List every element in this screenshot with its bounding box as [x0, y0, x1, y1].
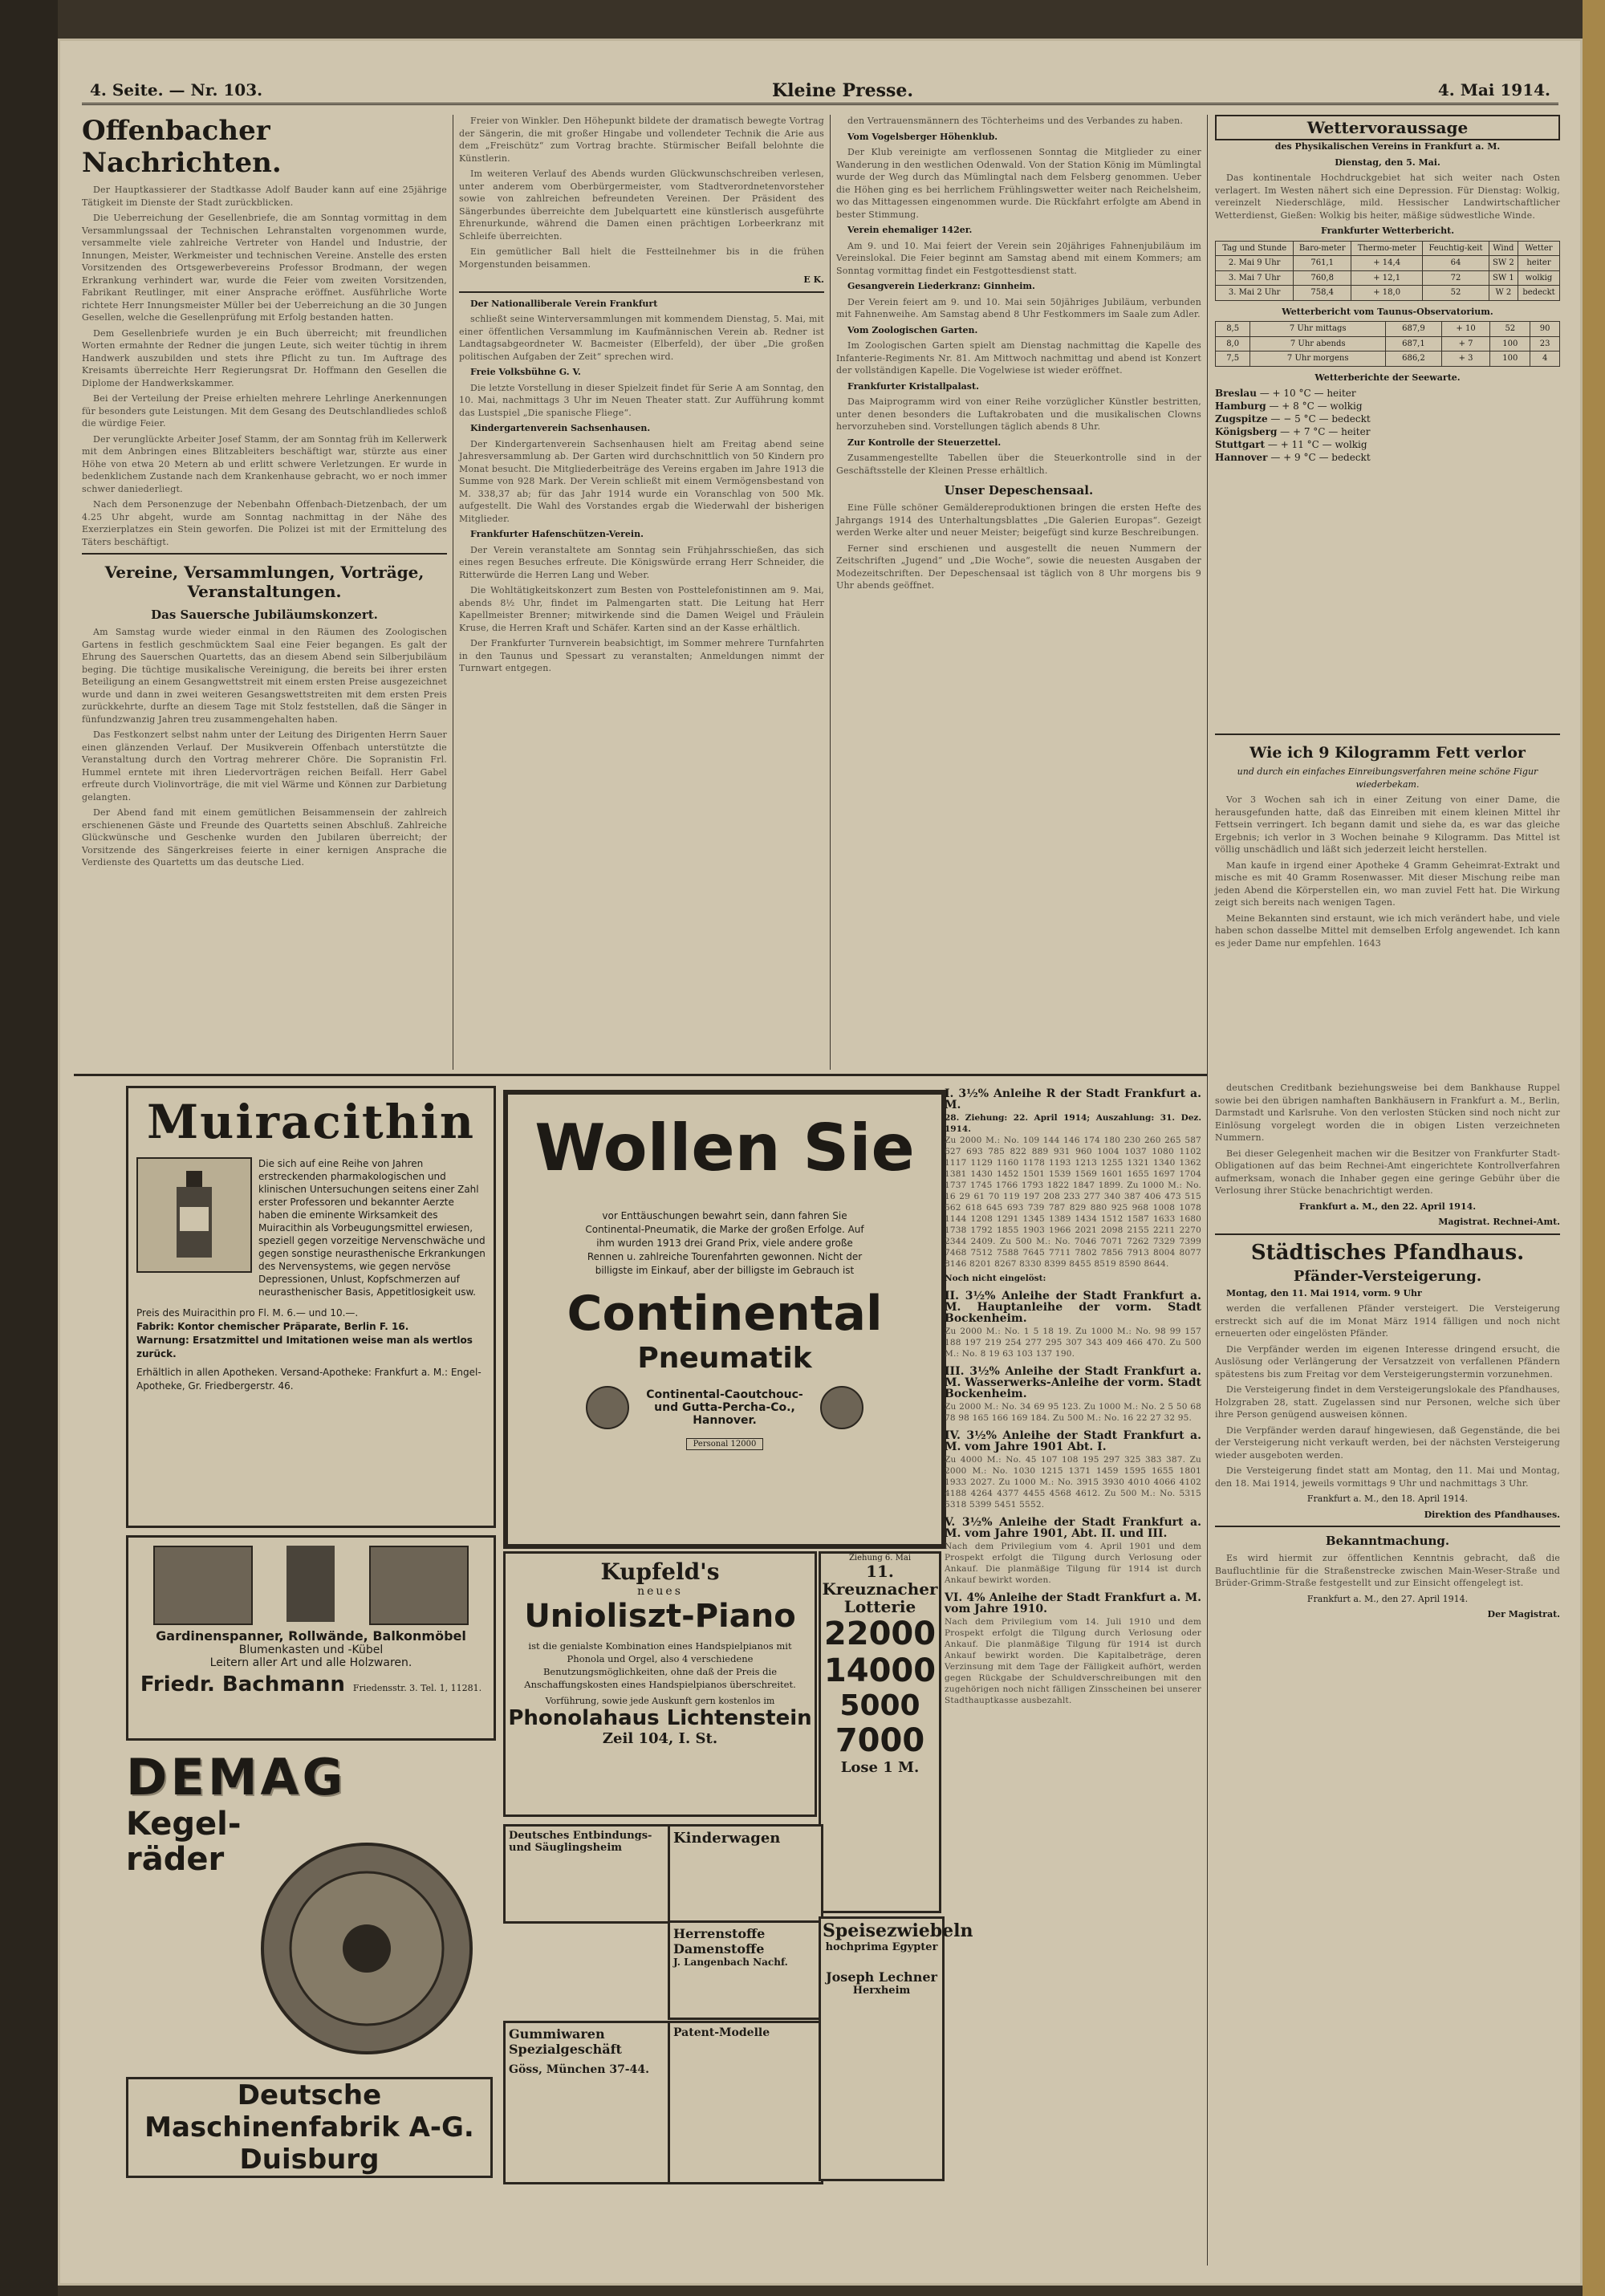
ad-bachmann [126, 1535, 496, 1741]
anleihe-subheading: 28. Ziehung: 22. April 1914; Auszahlung: 31. Dez. 1914. [945, 1113, 1201, 1134]
heading-vogelsberg: Vom Vogelsberger Höhenklub. [847, 131, 998, 142]
ad-section-rule [74, 1074, 1207, 1076]
scan-margin-right [1583, 0, 1605, 2296]
pfandhaus-sign: Frankfurt a. M., den 18. April 1914. [1306, 1493, 1469, 1504]
fat-article: Wie ich 9 Kilogramm Fett verlor und durch ein einfaches Einreibungsverfahren meine schöne Figur wiederbekam. Vor 3 Wochen sah ich in einer Zeitung von einer Dame, die herausgefunden hatte, daß das Einreiben mit einem kleinen Mittel ihr Fettsein verringert. Ich begann damit und siehe da, es war das gleiche Ergebnis; ich verlor in 3 Wochen beinahe 9 Kilogramm. Das Mittel ist völlig unschädlich und läßt sich jederzeit leicht herstellen. Man kaufe in irgend einer Apotheke 4 Gramm Geheimrat-Extrakt und mische es mit 40 Gramm Rosenwasser. Mit dieser Mischung reibe man jeden Abend die Körperstellen ein, wo man zuviel Fett hat. Die Wirkung zeigt sich bereits nach wenigen Tagen. Meine Bekannten sind erstaunt, wie ich mich verändert habe, und viele haben schon dasselbe Mittel mit demselben Erfolg angewendet. Ich kann es jeder Dame nur empfehlen. 1643 [1215, 729, 1560, 1070]
city-row: Breslau — + 10 °C — heiter [1215, 388, 1356, 399]
bachmann-line1: Gardinenspanner, Rollwände, Balkonmöbel [156, 1628, 466, 1644]
heading-142er: Verein ehemaliger 142er. [847, 225, 973, 235]
bekanntmachung-title: Bekanntmachung. [1325, 1534, 1450, 1548]
muiracithin-warning: Warnung: Ersatzmittel und Imitationen weise man als wertlos zurück. [136, 1335, 473, 1359]
issue-date: 4. Mai 1914. [1437, 80, 1550, 100]
kupfeld-product: Unioliszt-Piano [524, 1598, 796, 1635]
column-rule [830, 115, 831, 1070]
weather-frankfurt: Frankfurter Wetterbericht. [1320, 226, 1455, 236]
lotterie-draw: Ziehung 6. Mai [848, 1554, 912, 1562]
bekanntmachung-sign2: Der Magistrat. [1487, 1609, 1560, 1619]
fat-article-subtitle: und durch ein einfaches Einreibungsverfahren meine schöne Figur wiederbekam. [1237, 766, 1538, 790]
herrenstoffe-firm: J. Langenbach Nachf. [673, 1957, 788, 1968]
weather-day: Dienstag, den 5. Mai. [1335, 156, 1440, 168]
ad-patent [668, 2021, 823, 2184]
patent-title: Patent-Modelle [673, 2026, 770, 2039]
heading-nationalliberal: Der Nationalliberale Verein Frankfurt [470, 298, 658, 309]
continental-headline: Wollen Sie [534, 1111, 915, 1185]
heading-kindergarten: Kindergartenverein Sachsenhausen. [470, 423, 651, 433]
not-redeemed: Noch nicht eingelöst: [945, 1274, 1046, 1283]
zwiebeln-place: Herxheim [852, 1985, 911, 1997]
anleihe-sign: Magistrat. Rechnei-Amt. [1438, 1217, 1560, 1227]
ad-zwiebeln [819, 1916, 973, 2181]
fat-article-title: Wie ich 9 Kilogramm Fett verlor [1249, 744, 1526, 762]
section-heading-vereine: Vereine, Versammlungen, Vorträge, Veranstaltungen. [104, 563, 425, 601]
weather-taunus: Wetterbericht vom Taunus-Observatorium. [1282, 306, 1493, 317]
gear-illustration [246, 1828, 487, 2069]
anleihe-heading: III. 3½% Anleihe der Stadt Frankfurt a. M. Wasserwerks-Anleihe der vorm. Stadt Bockenheim. [945, 1365, 1201, 1400]
weather-subtitle: des Physikalischen Vereins in Frankfurt a. M. [1274, 141, 1501, 152]
ad-gummiwaren [503, 2021, 675, 2184]
heading-liederkranz: Gesangverein Liederkranz: Ginnheim. [847, 281, 1035, 291]
muiracithin-shop: Erhältlich in allen Apotheken. Versand-Apotheke: Frankfurt a. M.: Engel-Apotheke, Gr. Friedbergerstr. 46. [136, 1367, 482, 1392]
muiracithin-lead: Die sich auf eine Reihe von Jahren erstreckenden pharmakologischen und klinischen Untersuchungen seitens einer Zahl erster Professoren und bekannter Aerzte haben die eminente Wirksamkeit des Muiracithin als Vorbeugungsmittel erwiesen, speziell gegen vorzeitige Nervenschwäche und gegen sonstige neurasthenische Erkrankungen des Nervensystems, wie gegen nervöse Depressionen, Unlust, Kopfschmerzen auf neurasthenischer Basis, Appetitlosigkeit usw. [258, 1158, 486, 1298]
zwiebeln-title: Speisezwiebeln [823, 1920, 973, 1941]
lotterie-amount: 7000 [835, 1722, 925, 1759]
lotterie-title: 11. Kreuznacher Lotterie [822, 1562, 938, 1616]
page-header [82, 79, 1558, 105]
weather-seewarte: Wetterberichte der Seewarte. [1314, 372, 1461, 383]
herrenstoffe-title: Herrenstoffe Damenstoffe [673, 1926, 766, 1957]
anleihe-listing: I. 3½% Anleihe R der Stadt Frankfurt a. M. 28. Ziehung: 22. April 1914; Auszahlung: 31. Dez. 1914. Zu 2000 M.: No. 109 144 146 174 180 230 260 265 587 627 693 785 822 889 931 960 1004 1037 1080 1102 1117 1129 1160 1178 1193 1213 1255 1321 1340 1362 1381 1430 1452 1501 1539 1569 1601 1655 1697 1704 1737 1745 1766 1793 1822 1847 1899. Zu 1000 M.: No. 16 29 61 70 119 197 208 233 277 340 387 406 473 515 562 618 645 693 739 787 829 880 925 968 1008 1078 1144 1208 1291 1345 1389 1434 1512 1587 1633 1680 1738 1792 1855 1903 1966 2021 2098 2155 2211 2270 2344 2409. Zu 500 M.: No. 7046 7071 7262 7329 7399 7468 7512 7588 7645 7711 7802 7856 7913 8004 8077 8146 8201 8267 8330 8399 8455 8519 8590 8644. Noch nicht eingelöst: II. 3½% Anleihe der Stadt Frankfurt a. M. Hauptanleihe der vorm. Stadt Bockenheim. Zu 2000 M.: No. 1 5 18 19. Zu 1000 M.: No. 98 99 157 188 197 219 254 277 295 307 343 409 466 470. Zu 500 M.: No. 8 19 63 103 137 190. III. 3½% Anleihe der Stadt Frankfurt a. M. Wasserwerks-Anleihe der vorm. Stadt Bockenheim. Zu 2000 M.: No. 34 69 95 123. Zu 1000 M.: No. 2 5 50 68 78 98 165 166 169 184. Zu 500 M.: No. 16 22 27 32 95. IV. 3½% Anleihe der Stadt Frankfurt a. M. vom Jahre 1901 Abt. I. Zu 4000 M.: No. 45 107 108 195 297 325 383 387. Zu 2000 M.: No. 1030 1215 1371 1459 1595 1655 1801 1933 2027. Zu 1000 M.: No. 3915 3930 4010 4066 4102 4188 4264 4377 4455 4568 4612. Zu 500 M.: No. 5315 5318 5399 5451 5552. V. 3½% Anleihe der Stadt Frankfurt a. M. vom Jahre 1901, Abt. II. und III. Nach dem Privilegium vom 4. April 1901 und dem Prospekt erfolgt die Tilgung durch Verlosung oder Ankauf. Die planmäßige Tilgung für 1914 ist durch Ankauf bewirkt worden. VI. 4% Anleihe der Stadt Frankfurt a. M. vom Jahre 1910. Nach dem Privilegium vom 14. Juli 1910 und dem Prospekt erfolgt die Tilgung durch Verlosung oder Ankauf. Die planmäßige Tilgung für 1914 ist durch Ankauf bewirkt worden. Die Kapitalbeträge, deren Verzinsung mit dem Tage der Fälligkeit aufhört, werden gegen Rückgabe der Schuldverschreibungen mit den zugehörigen noch nicht fälligen Zinsscheinen bei unserer Stadthauptkasse ausbezahlt. [945, 1087, 1201, 1705]
weather-title: Wettervoraussage [1215, 115, 1560, 140]
continental-product: Pneumatik [637, 1342, 812, 1375]
muiracithin-maker: Fabrik: Kontor chemischer Präparate, Berlin F. 16. [136, 1321, 409, 1332]
column-rule [1207, 115, 1208, 2266]
zwiebeln-name: Joseph Lechner [826, 1969, 937, 1985]
page-number: 4. Seite. — Nr. 103. [90, 80, 263, 100]
ad-kinderwagen [668, 1824, 823, 1924]
continental-brand: Continental [567, 1286, 883, 1342]
continental-text: vor Enttäuschungen bewahrt sein, dann fahren Sie Continental-Pneumatik, die Marke der großen Erfolge. Auf ihm wurden 1913 drei Grand Prix, viele andere große Rennen u. zahlreiche Tourenfahrten gewonnen. Nicht der billigste im Einkauf, aber der billigste im Gebrauch ist [585, 1210, 864, 1276]
lotterie-amount: 14000 [823, 1652, 937, 1689]
heading-kristallpalast: Frankfurter Kristallpalast. [847, 380, 979, 392]
kupfeld-shop: Phonolahaus Lichtenstein [508, 1706, 812, 1730]
heading-depeschensaal: Unser Depeschensaal. [944, 483, 1094, 498]
bachmann-name: Friedr. Bachmann [140, 1672, 345, 1697]
taunus-table: 8,5 7 Uhr mittags 687,9 + 10 52 90 8,0 7 Uhr abends 687,1 + 7 100 23 7,5 7 Uhr morgens 686,2 + 3 100 4 [1215, 321, 1560, 367]
kupfeld-desc: ist die genialste Kombination eines Handspielpianos mit Phonola und Orgel, also 4 verschiedene Benutzungsmöglichkeiten, ohne daß der Preis die Anschaffungskosten eines Handspielpianos überschreitet. [524, 1640, 796, 1690]
heading-hafen: Frankfurter Hafenschützen-Verein. [470, 529, 644, 539]
bachmann-address: Friedensstr. 3. Tel. 1, 11281. [352, 1683, 482, 1693]
heading-steuer: Zur Kontrolle der Steuerzettel. [847, 437, 1002, 448]
city-row: Hamburg — + 8 °C — wolkig [1215, 400, 1363, 412]
newspaper-page [58, 39, 1583, 2286]
pfandhaus-subtitle: Pfänder-Versteigerung. [1293, 1267, 1482, 1285]
bench-image [369, 1546, 469, 1625]
muiracithin-price: Preis des Muiracithin pro Fl. M. 6.— und 10.—. [136, 1307, 359, 1319]
screen-image [286, 1546, 335, 1622]
anleihe-heading: I. 3½% Anleihe R der Stadt Frankfurt a. M. [945, 1087, 1201, 1111]
muiracithin-logo: Muiracithin [146, 1095, 476, 1149]
bachmann-line3: Leitern aller Art und alle Holzwaren. [209, 1656, 412, 1669]
column-offenbach: Offenbacher Nachrichten. Der Hauptkassierer der Stadtkasse Adolf Bauder kann auf eine 25jährige Tätigkeit im Dienste der Stadt zurückblicken. Die Ueberreichung der Gesellenbriefe, die am Sonntag vormittag in dem Versammlungssaal der Technischen Lehranstalten vorgenommen wurde, versammelte viele zahlreiche Vertreter von Handel und Industrie, der Innungen, Meister, Werkmeister und technischen Vereine. Anstelle des ersten Vorsitzenden des Ortsgewerbevereins Professor Brodmann, der wegen Erkrankung verhindert war, wurde die Feier vom zweiten Vorsitzenden, Fabrikant Reutlinger, mit einer Ansprache eröffnet. Ausführliche Worte richtete Herr Innungsmeister Müller bei der Ueberreichung an die 30 Jungen Gesellen, welche die Gesellenprüfung mit Erfolg bestanden hatten. Dem Gesellenbriefe wurden je ein Buch überreicht; mit freundlichen Worten ermahnte der Redner die jungen Leute, sich weiter tüchtig in ihrem Handwerk auszubilden und stets ihre Pflicht zu tun. Im Auftrage des Kreisamts überreichte Herr Regierungsrat Dr. Hoffmann den Gesellen die Diplome der Handwerkskammer. Bei der Verteilung der Preise erhielten mehrere Lehrlinge Anerkennungen für besonders gute Leistungen. Mit dem Gesang des Deutschlandliedes schloß die würdige Feier. Der verunglückte Arbeiter Josef Stamm, der am Sonntag früh im Kellerwerk mit dem Anbringen eines Blitzableiters beschäftigt war, stürzte aus einer Höhe von etwa 20 Metern ab und erlitt schwere Verletzungen. Er wurde in bedenklichem Zustande nach dem Krankenhause gebracht, wo er noch immer schwer daniederliegt. Nach dem Personenzuge der Nebenbahn Offenbach-Dietzenbach, der um 4.25 Uhr abgeht, wurde am Sonntag nachmittag in der Nähe des Exerzierplatzes ein Stein geworfen. Die Polizei ist mit der Ermittelung des Täters beschäftigt. Vereine, Versammlungen, Vorträge, Veranstaltungen. Das Sauersche Jubiläumskonzert. Am Samstag wurde wieder einmal in den Räumen des Zoologischen Gartens in festlich geschmücktem Saal eine Feier begangen. Es galt der Ehrung des Sauerschen Quartetts, das an diesem Abend sein Silberjubiläum beging. Die tüchtige musikalische Vereinigung, die bereits bei ihrer ersten Beteiligung an einem Gesangwettstreit mit einem ersten Preise ausgezeichnet wurde und dann in zwei weiteren Gesangswettstreiten mit dem ersten Preis zurückkehrte, durfte an diesem Tage mit Stolz feststellen, daß die Sänger in fünfundzwanzig Jahren treu zusammengehalten haben. Das Festkonzert selbst nahm unter der Leitung des Dirigenten Herrn Sauer einen glänzenden Verlauf. Der Musikverein Offenbach unterstützte die Veranstaltung durch den Vortrag mehrerer Chöre. Die Sopranistin Frl. Hummel erntete mit ihren Liedervorträgen reichen Beifall. Herr Gabel erfreute durch Violinvorträge, die mit viel Wärme und Können zur Darbietung gelangten. Der Abend fand mit einem gemütlichen Beisammensein der zahlreich erschienenen Gäste und Freunde des Quartetts seinen Abschluß. Zahlreiche Glückwünsche und Geschenke wurden den Jubilaren überreicht; der Vorsitzende des Sängerkreises feierte in einer kernigen Ansprache die Verdienste des Quartetts um das deutsche Lied. [82, 115, 447, 868]
signature: E K. [803, 274, 824, 285]
pfandhaus-column: deutschen Creditbank beziehungsweise bei dem Bankhause Ruppel sowie bei den übrigen namhaften Bankhäusern in Frankfurt a. M., Berlin, Darmstadt und Karlsruhe. Von den verlosten Stücken sind noch nicht zur Einlösung vorgelegt worden die in obigen Listen verzeichneten Nummern. Bei dieser Gelegenheit machen wir die Besitzer von Frankfurter Stadt-Obligationen auf das beim Rechnei-Amt eingerichtete Kontrollverfahren aufmerksam, wonach die Inhaber gegen eine geringe Gebühr über die Verlosung ihrer Stücke benachrichtigt werden. Frankfurt a. M., den 22. April 1914. Magistrat. Rechnei-Amt. Städtisches Pfandhaus. Pfänder-Versteigerung. Montag, den 11. Mai 1914, vorm. 9 Uhr werden die verfallenen Pfänder versteigert. Die Versteigerung erstreckt sich auf die im Monat März 1914 fälligen und noch nicht erneuerten oder eingelösten Pfänder. Die Verpfänder werden im eigenen Interesse dringend ersucht, die Auslösung oder Verlängerung der Versatzzeit von verfallenen Pfändern spätestens bis zum Freitag vor dem Versteigerungstermin vorzunehmen. Die Versteigerung findet in dem Versteigerungslokale des Pfandhauses, Holzgraben 28, statt. Zugelassen sind nur Personen, welche sich über ihre Person genügend ausweisen können. Die Verpfänder werden darauf hingewiesen, daß Gegenstände, die bei der Versteigerung nicht verkauft werden, bei der nächsten Versteigerung wieder ausgeboten werden. Die Versteigerung findet statt am Montag, den 11. Mai und Montag, den 18. Mai 1914, jeweils vormittags 9 Uhr und nachmittags 3 Uhr. Frankfurt a. M., den 18. April 1914. Direktion des Pfandhauses. Bekanntmachung. Es wird hiermit zur öffentlichen Kenntnis gebracht, daß die Baufluchtlinie für die Straßenstrecke zwischen Main-Weser-Straße und Brüder-Grimm-Straße festgestellt und zur Einsicht offengelegt ist. Frankfurt a. M., den 27. April 1914. Der Magistrat. [1215, 1083, 1560, 1619]
saeugling-title: Deutsches Entbindungs- und Säuglingsheim [509, 1830, 652, 1854]
gummiwaren-title: Gummiwaren Spezialgeschäft [509, 2026, 622, 2057]
bachmann-line2: Blumenkasten und -Kübel [238, 1644, 384, 1656]
kupfeld-neues: neues [637, 1585, 683, 1598]
column-vereine: Freier von Winkler. Den Höhepunkt bildete der dramatisch bewegte Vortrag der Sängerin, die mit großer Hingabe und vollendeter Technik die Arie aus dem „Freischütz“ zum Vortrag brachte. Stürmischer Beifall belohnte die Künstlerin. Im weiteren Verlauf des Abends wurden Glückwunschschreiben verlesen, unter anderem vom Oberbürgermeister, vom Stadtverordnetenvorsteher sowie von zahlreichen befreundeten Vereinen. Der Präsident des Sängerbundes überreichte dem Jubelquartett eine künstlerisch ausgeführte Ehrenurkunde, während die Damen einen prächtigen Lorbeerkranz mit Schleife überreichten. Ein gemütlicher Ball hielt die Festteilnehmer bis in die frühen Morgenstunden beisammen. E K. Der Nationalliberale Verein Frankfurt schließt seine Winterversammlungen mit kommendem Dienstag, 5. Mai, mit einer öffentlichen Versammlung im Kaufmännischen Verein ab. Redner ist Landtagsabgeordneter W. Bacmeister (Elberfeld), der über „Die großen politischen Aufgaben der Zeit“ sprechen wird. Freie Volksbühne G. V. Die letzte Vorstellung in dieser Spielzeit findet für Serie A am Sonntag, den 10. Mai, nachmittags 3 Uhr im Neuen Theater statt. Zur Aufführung kommt das Lustspiel „Die spanische Fliege“. Kindergartenverein Sachsenhausen. Der Kindergartenverein Sachsenhausen hielt am Freitag abend seine Jahresversammlung ab. Der Garten wird durchschnittlich von 50 Kindern pro Monat besucht. Die Mitgliederbeiträge des Vereins ergaben im Jahre 1913 die Summe von 928 Mark. Der Verein schließt mit einem Vermögensbestand von M. 338,37 ab; für das Jahr 1914 wurde ein Voranschlag von 500 Mk. aufgestellt. Die Wahl des Vorstandes ergab die Wiederwahl der bisherigen Mitglieder. Frankfurter Hafenschützen-Verein. Der Verein veranstaltete am Sonntag sein Frühjahrsschießen, das sich eines regen Besuches erfreute. Die Königswürde errang Herr Schneider, die Ritterwürde die Herren Lang und Weber. Die Wohltätigkeitskonzert zum Besten von Posttelefonistinnen am 9. Mai, abends 8½ Uhr, findet im Palmengarten statt. Die Leitung hat Herr Kapellmeister Brenner; mitwirkende sind die Damen Weigel und Fräulein Kruse, die Herren Kraft und Schäfer. Karten sind an der Kasse erhältlich. Der Frankfurter Turnverein beabsichtigt, im Sommer mehrere Turnfahrten in den Taunus und Spessart zu veranstalten; Anmeldungen nimmt der Turnwart entgegen. [459, 116, 824, 673]
lotterie-price: Lose 1 M. [840, 1759, 920, 1776]
weather-column: Wettervoraussage des Physikalischen Vereins in Frankfurt a. M. Dienstag, den 5. Mai. Das kontinentale Hochdruckgebiet hat sich weiter nach Osten verlagert. Im Westen nähert sich eine Depression. Für Dienstag: Wolkig, vereinzelt Niederschläge, mild. Hessischer Landwirtschaftlicher Wetterdienst, Gießen: Wolkig bis heiter, mäßige südwestliche Winde. Frankfurter Wetterbericht. Tag und Stunde Baro-meter Thermo-meter Feuchtig-keit Wind Wetter 2. Mai 9 Uhr 761,1 + 14,4 64 SW 2 heiter 3. Mai 7 Uhr 760,8 + 12,1 72 SW 1 wolkig 3. Mai 2 Uhr 758,4 + 18,0 52 W 2 bedeckt Wetterbericht vom Taunus-Observatorium. 8,5 7 Uhr mittags 687,9 + 10 52 90 8,0 7 Uhr abends 687,1 + 7 100 23 7,5 7 Uhr morgens 686,2 + 3 100 4 Wetterberichte der Seewarte. Breslau — + 10 °C — heiter Hamburg — + 8 °C — wolkig Zugspitze — − 5 °C — bedeckt Königsberg — + 7 °C — heiter Stuttgart — + 11 °C — wolkig Hannover — + 9 °C — bedeckt [1215, 115, 1560, 773]
pfandhaus-title: Städtisches Pfandhaus. [1250, 1240, 1525, 1265]
continental-staff: Personal 12000 [686, 1438, 764, 1450]
kupfeld-address: Zeil 104, I. St. [602, 1730, 718, 1747]
bottle-image [136, 1157, 252, 1273]
lotterie-amount: 22000 [823, 1615, 937, 1652]
city-row: Stuttgart — + 11 °C — wolkig [1215, 439, 1367, 450]
column-vermischtes: den Vertrauensmännern des Töchterheims und des Verbandes zu haben. Vom Vogelsberger Höhenklub. Der Klub vereinigte am verflossenen Sonntag die Mitglieder zu einer Wanderung in den westlichen Odenwald. Von der Station König im Mümlingtal wurde der Weg durch das Mümlingtal nach dem Felsberg genommen. Ueber die Höhen ging es bei herrlichem Frühlingswetter weiter nach Reichelsheim, wo das Mittagessen eingenommen wurde. Die Rückfahrt erfolgte am Abend in bester Stimmung. Verein ehemaliger 142er. Am 9. und 10. Mai feiert der Verein sein 20jähriges Fahnenjubiläum im Vereinslokal. Die Feier beginnt am Samstag abend mit einem Kommers; am Sonntag vormittag findet ein Festgottesdienst statt. Gesangverein Liederkranz: Ginnheim. Der Verein feiert am 9. und 10. Mai sein 50jähriges Jubiläum, verbunden mit Fahnenweihe. Am Samstag abend 8 Uhr Festkommers im Saale zum Adler. Vom Zoologischen Garten. Im Zoologischen Garten spielt am Dienstag nachmittag die Kapelle des Infanterie-Regiments Nr. 81. Am Mittwoch nachmittag und abend ist Konzert der vollständigen Kapelle. Die Vogelwiese ist wieder eröffnet. Frankfurter Kristallpalast. Das Maiprogramm wird von einer Reihe vorzüglicher Künstler bestritten, unter denen besonders die Luftakrobaten und die musikalischen Clowns hervorzuheben sind. Vorstellungen täglich abends 8 Uhr. Zur Kontrolle der Steuerzettel. Zusammengestellte Tabellen über die Steuerkontrolle sind in der Geschäftsstelle der Kleinen Presse erhältlich. Unser Depeschensaal. Eine Fülle schöner Gemäldereproduktionen bringen die ersten Hefte des Jahrgangs 1914 des Unterhaltungsblattes „Die Galerien Europas“. Gezeigt werden Werke alter und neuer Meister; beigefügt sind kurze Beschreibungen. Ferner sind erschienen und ausgestellt die neuen Nummern der Zeitschriften „Jugend“ und „Die Woche“, sowie die neuesten Ausgaben der Modezeitschriften. Der Depeschensaal ist täglich von 8 Uhr morgens bis 9 Uhr abends geöffnet. [836, 116, 1201, 591]
demag-company: Deutsche Maschinenfabrik A-G. Duisburg [126, 2077, 493, 2178]
heading-volksbuehne: Freie Volksbühne G. V. [470, 367, 581, 377]
anleihe-sign-place: Frankfurt a. M., den 22. April 1914. [1298, 1201, 1477, 1212]
ad-continental [503, 1090, 946, 1549]
frame-image [153, 1546, 253, 1625]
anleihe-heading: IV. 3½% Anleihe der Stadt Frankfurt a. M. vom Jahre 1901 Abt. I. [945, 1429, 1201, 1453]
section-title: Offenbacher Nachrichten. [82, 115, 282, 179]
heading-zoo: Vom Zoologischen Garten. [847, 324, 978, 335]
pfandhaus-sign2: Direktion des Pfandhauses. [1424, 1509, 1560, 1520]
city-row: Zugspitze — − 5 °C — bedeckt [1215, 413, 1371, 425]
gummiwaren-address: Göss, München 37-44. [509, 2063, 649, 2076]
ad-demag [126, 1748, 491, 2176]
city-row: Königsberg — + 7 °C — heiter [1215, 426, 1371, 437]
bekanntmachung-sign: Frankfurt a. M., den 27. April 1914. [1306, 1593, 1469, 1604]
anleihe-heading: V. 3½% Anleihe der Stadt Frankfurt a. M. vom Jahre 1901, Abt. II. und III. [945, 1516, 1201, 1540]
ad-herrenstoffe [668, 1920, 823, 2020]
ad-kupfeld [503, 1551, 817, 1817]
kinderwagen-title: Kinderwagen [673, 1830, 781, 1847]
kupfeld-name: Kupfeld's [600, 1558, 720, 1585]
horse-logo-icon [586, 1386, 629, 1429]
ad-saeugling [503, 1824, 675, 1924]
city-row: Hannover — + 9 °C — bedeckt [1215, 452, 1371, 463]
continental-company: Continental-Caoutchouc- und Gutta-Percha-Co., Hannover. [646, 1388, 803, 1427]
weather-table: Tag und Stunde Baro-meter Thermo-meter Feuchtig-keit Wind Wetter 2. Mai 9 Uhr 761,1 + 14,4 64 SW 2 heiter 3. Mai 7 Uhr 760,8 + 12,1 72 SW 1 wolkig 3. Mai 2 Uhr 758,4 + 18,0 52 W 2 bedeckt [1215, 241, 1560, 301]
subheading-jubilaeum: Das Sauersche Jubiläumskonzert. [151, 608, 378, 622]
paper-title: Kleine Presse. [772, 80, 914, 101]
ad-muiracithin [126, 1086, 496, 1528]
demag-logo: DEMAG [126, 1748, 347, 1806]
lotterie-amount: 5000 [839, 1689, 920, 1722]
anleihe-heading: VI. 4% Anleihe der Stadt Frankfurt a. M. vom Jahre 1910. [945, 1591, 1201, 1615]
zwiebeln-sub: hochprima Egypter [825, 1941, 938, 1953]
scan-margin-left [0, 0, 58, 2296]
pfandhaus-date: Montag, den 11. Mai 1914, vorm. 9 Uhr [1226, 1287, 1422, 1298]
horse-logo-icon [820, 1386, 863, 1429]
demag-product: Kegel-räder [126, 1806, 242, 1878]
ad-lotterie [819, 1551, 941, 1913]
kupfeld-demo: Vorführung, sowie jede Auskunft gern kostenlos im [545, 1696, 775, 1706]
anleihe-heading: II. 3½% Anleihe der Stadt Frankfurt a. M. Hauptanleihe der vorm. Stadt Bockenheim. [945, 1290, 1201, 1325]
